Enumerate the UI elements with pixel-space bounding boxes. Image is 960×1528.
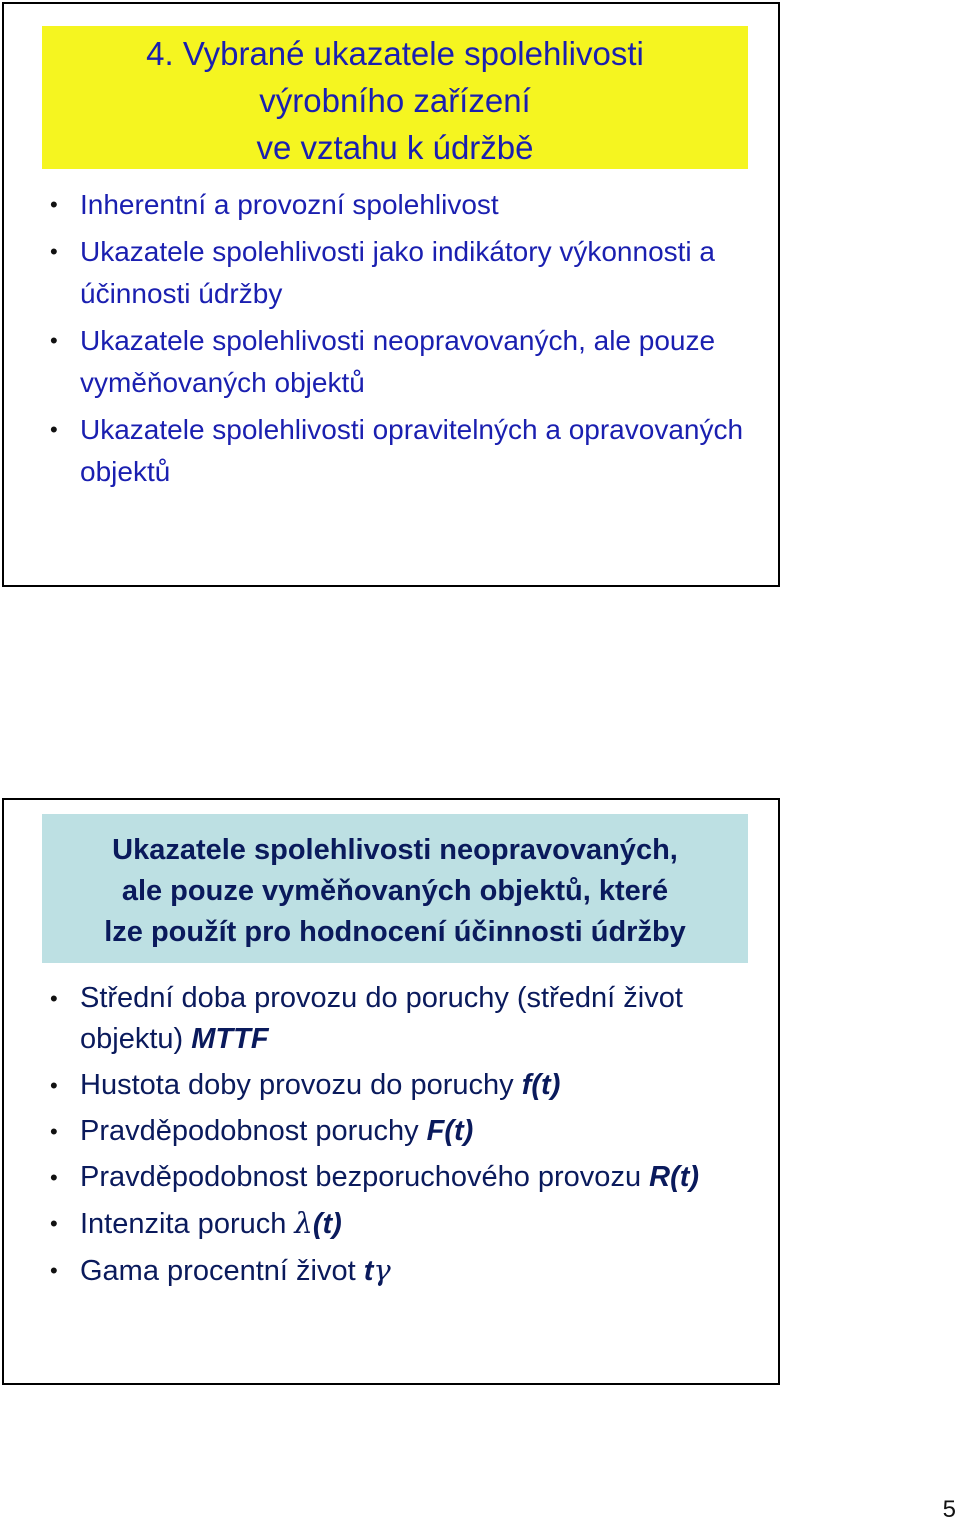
slide-2-title [42,814,748,963]
reliability-symbol: (t) [312,1208,342,1240]
title-line: 4. Vybrané ukazatele spolehlivosti [146,35,644,72]
page-number: 5 [942,1496,956,1523]
list-item-text: Inherentní a provozní spolehlivost [80,189,499,220]
bullet-icon: • [50,1211,58,1236]
list-item [50,978,762,1060]
title-line: ale pouze vyměňovaných objektů, které [121,875,669,907]
list-item [50,231,762,315]
bullet-icon: • [50,1258,58,1283]
title-line: výrobního zařízení [259,82,531,119]
bullet-icon: • [50,417,58,442]
title-line: Ukazatele spolehlivosti neopravovaných, [112,834,678,866]
list-item [50,1157,762,1198]
reliability-symbol: t [363,1255,374,1287]
list-item-text: Ukazatele spolehlivosti neopravovaných, ale pouze vyměňovaných objektů [80,325,716,398]
list-item-text: Ukazatele spolehlivosti jako indikátory výkonnosti a účinnosti údržby [80,236,715,309]
list-item [50,409,762,493]
list-item [50,184,762,226]
bullet-icon: • [50,1073,58,1098]
list-item-text: Střední doba provozu do poruchy (střední život objektu) [80,982,683,1055]
list-item-text: Hustota doby provozu do poruchy [80,1069,522,1101]
bullet-icon: • [50,1165,58,1190]
list-item [50,1065,762,1106]
lambda-symbol: λ [294,1206,313,1240]
bullet-icon: • [50,192,58,217]
reliability-symbol: R(t) [649,1161,700,1193]
reliability-symbol: MTTF [191,1023,269,1055]
list-item [50,1250,762,1292]
bullet-icon: • [50,328,58,353]
list-item-text: Pravděpodobnost poruchy [80,1115,427,1147]
slide-1-title [42,26,748,169]
title-line: lze použít pro hodnocení účinnosti údržby [104,916,686,948]
slide-1-bullet-list [50,184,762,498]
bullet-icon: • [50,986,58,1011]
title-line: ve vztahu k údržbě [256,129,534,166]
list-item-text: Ukazatele spolehlivosti opravitelných a opravovaných objektů [80,414,744,487]
slide-2 [2,798,780,1385]
bullet-icon: • [50,1119,58,1144]
reliability-symbol: F(t) [426,1115,474,1147]
list-item-text: Pravděpodobnost bezporuchového provozu [80,1161,650,1193]
list-item [50,320,762,404]
list-item [50,1111,762,1152]
gamma-symbol: γ [373,1253,391,1287]
list-item-text: Intenzita poruch [80,1208,295,1240]
list-item-text: Gama procentní život [80,1255,364,1287]
list-item [50,1203,762,1245]
bullet-icon: • [50,239,58,264]
slide-1 [2,2,780,587]
reliability-symbol: f(t) [521,1069,561,1101]
slide-2-bullet-list [50,978,762,1297]
